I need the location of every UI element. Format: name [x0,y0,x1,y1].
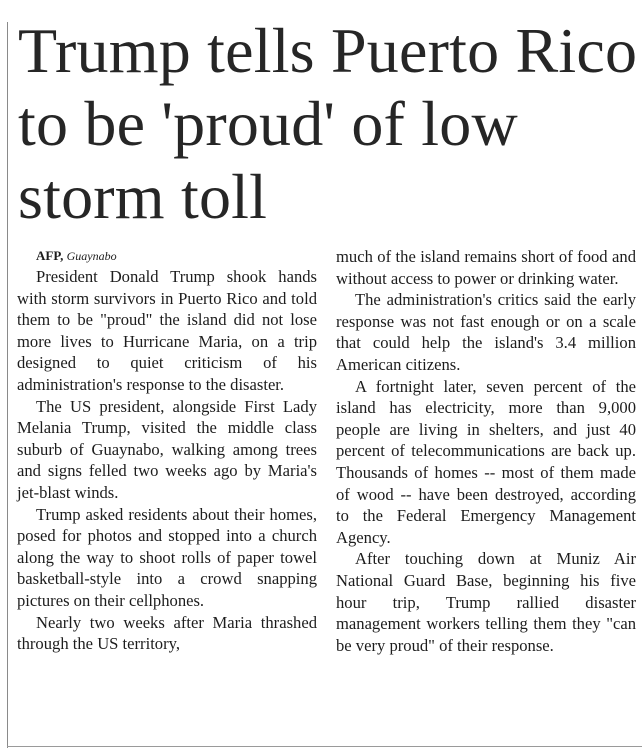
article-paragraph: A fortnight later, seven percent of the island has electricity, more than 9,000 people are living in shelters, and just 40 percent of telecommunications are back up. Thousands of homes -- most of them made of wood -- have been destroyed, according to the Federal Emergency Management Agency. [336,376,636,547]
left-column-rule [7,22,8,748]
article-paragraph-continued: much of the island remains short of food and without access to power or drinking water. [336,247,636,288]
article-paragraph: After touching down at Muniz Air National Guard Base, beginning his five hour trip, Trump rallied disaster management workers telling them they "can be very proud" of their response. [336,549,636,655]
byline-agency: AFP, [36,248,64,263]
article-column-right [336,246,636,656]
article-paragraph: Nearly two weeks after Maria thrashed through the US territory, [17,612,317,654]
byline-dateline: Guaynabo [66,249,117,263]
byline [17,246,317,266]
article-headline: Trump tells Puerto Rico to be 'proud' of low storm toll [18,15,638,232]
article-paragraph: The administration's critics said the early response was not fast enough or on a scale that could help the island's 3.4 million American citizens. [336,290,636,374]
article-paragraph: The US president, alongside First Lady Melania Trump, visited the middle class suburb of Guaynabo, walking among trees and signs felled two weeks ago by Maria's jet-blast winds. [17,396,317,502]
article-column-left [17,246,317,655]
article-paragraph: President Donald Trump shook hands with storm survivors in Puerto Rico and told them to be "proud" the island did not lose more lives to Hurricane Maria, on a trip designed to quiet criticism of his administration's response to the disaster. [17,267,317,394]
bottom-rule [7,746,642,747]
article-paragraph: Trump asked residents about their homes, posed for photos and stopped into a church along the way to shoot rolls of paper towel basketball-style into a crowd snapping pictures on their cellphones. [17,504,317,610]
